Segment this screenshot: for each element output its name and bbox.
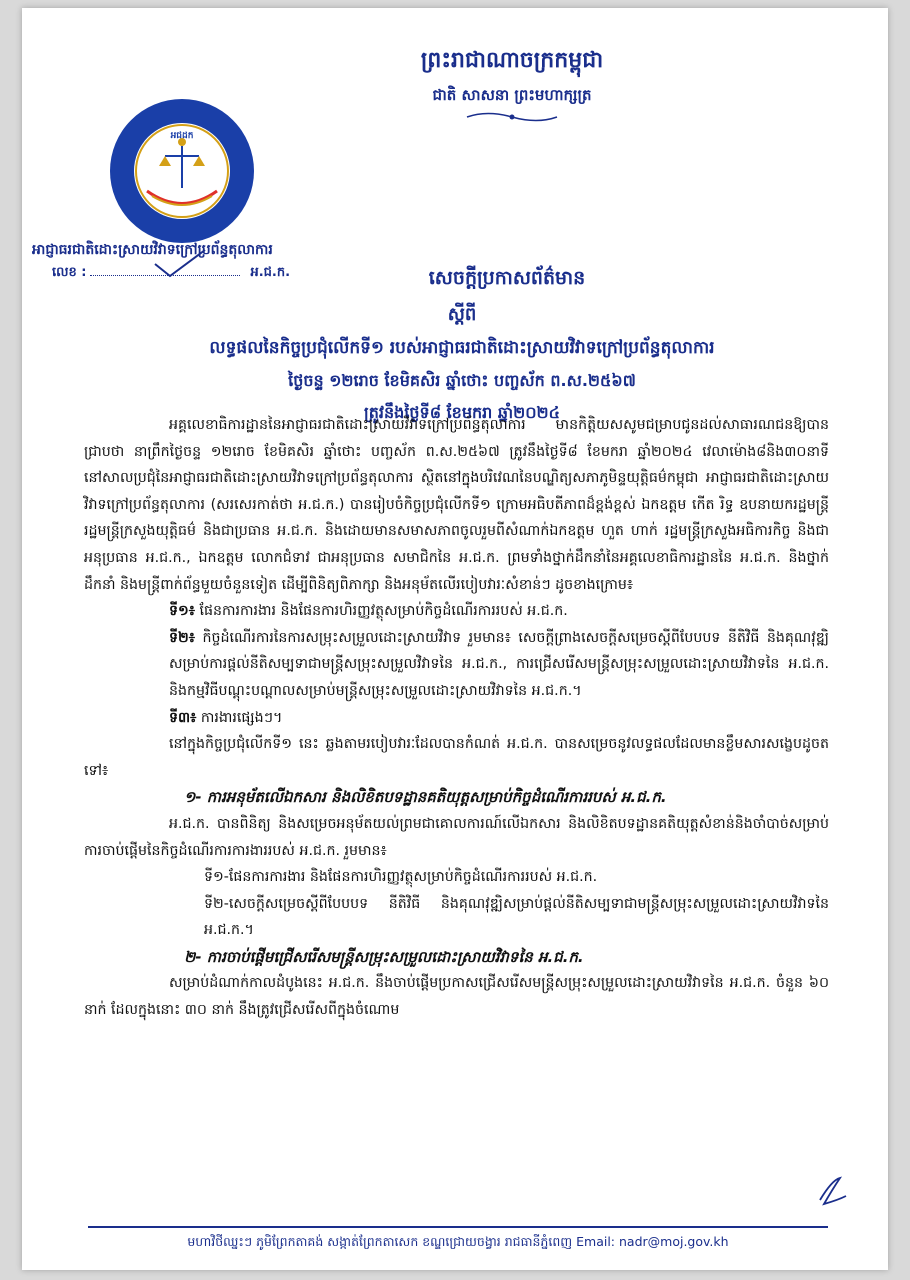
section-1-subitem-2: ទី២-សេចក្តីសម្រេចស្តីពីបែបបទ នីតិវិធី និងគុណវុឌ្ឍិសម្រាប់ផ្តល់នីតិសម្បទាជាមន្ត្រីសម្រុះសម្រួលដោះស្រាយវិវាទនៃ អ.ជ.ក.។ (204, 895, 829, 939)
title-subject: លទ្ធផលនៃកិច្ចប្រជុំលើកទី១ របស់អាជ្ញាធរជាតិដោះស្រាយវិវាទក្រៅប្រព័ន្ធតុលាការ (209, 338, 715, 358)
section-heading-2: ២- ការចាប់ផ្តើមជ្រើសរើសមន្ត្រីសម្រុះសម្រួលដោះស្រាយវិវាទនៃ អ.ជ.ក. (184, 947, 584, 966)
agenda-item-1 (84, 598, 829, 625)
seal-abbr: អជដក (170, 131, 194, 141)
results-intro-paragraph: នៅក្នុងកិច្ចប្រជុំលើកទី១ នេះ ឆ្លងតាមរបៀបវារៈដែលបានកំណត់ អ.ជ.ក. បានសម្រេចនូវលទ្ធផលដែលមានខ្លឹមសារសង្ខេបដូចតទៅ៖ (84, 736, 829, 779)
footer-address: មហាវិថីឈ្នះៗ ភូមិព្រែកតាគង់ សង្កាត់ព្រែកតាសេក ខណ្ឌជ្រោយចង្វារ រាជធានីភ្នំពេញ Email: nadr@moj.gov.kh (187, 1234, 729, 1249)
reference-abbr: អ.ជ.ក. (250, 265, 291, 280)
nadr-seal-logo (107, 96, 257, 246)
title-lunar-date: ថ្ងៃចន្ទ ១២រោច ខែមិគសិរ ឆ្នាំថោះ បញ្ចស័ក ព.ស.២៥៦៧ (288, 371, 636, 390)
agenda-key: ទី១៖ (169, 603, 195, 620)
agenda-text: ផែនការការងារ និងផែនការហិរញ្ញវត្ថុសម្រាប់កិច្ចដំណើរការរបស់ អ.ជ.ក. (199, 603, 568, 620)
section-heading-1: ១- ការអនុម័តលើឯកសារ និងលិខិតបទដ្ឋានគតិយុត្តសម្រាប់កិច្ចដំណើរការរបស់ អ.ជ.ក. (184, 788, 667, 807)
authority-name: អាជ្ញាធរជាតិដោះស្រាយវិវាទក្រៅប្រព័ន្ធតុលាការ (32, 242, 273, 258)
section-2-paragraph: សម្រាប់ដំណាក់កាលដំបូងនេះ អ.ជ.ក. នឹងចាប់ផ្តើមប្រកាសជ្រើសរើសមន្ត្រីសម្រុះសម្រួលដោះស្រាយវិវាទនៃ អ.ជ.ក. ចំនួន ៦០ នាក់ ដែលក្នុងនោះ ៣០ នាក់ នឹងត្រូវជ្រើសរើសពីក្នុងចំណោម (84, 975, 829, 1019)
kingdom-heading: ព្រះរាជាណាចក្រកម្ពុជា (420, 48, 604, 73)
agenda-text: កិច្ចដំណើរការនៃការសម្រុះសម្រួលដោះស្រាយវិវាទ រួមមាន៖ សេចក្តីព្រាងសេចក្តីសម្រេចស្តីពីបែបបទ នីតិវិធី និងគុណវុឌ្ឍិសម្រាប់ការផ្តល់នីតិសម្បទាជាមន្ត្រីសម្រុះសម្រួលវិវាទនៃ អ.ជ.ក., ការជ្រើសរើសមន្ត្រីសម្រុះសម្រួលដោះស្រាយវិវាទនៃ អ.ជ.ក. និងកម្មវិធីបណ្តុះបណ្តាលសម្រាប់មន្ត្រីសម្រុះសម្រួលដោះស្រាយវិវាទនៃ អ.ជ.ក.។ (169, 629, 829, 699)
section-1-paragraph: អ.ជ.ក. បានពិនិត្យ និងសម្រេចអនុម័តយល់ព្រមជាគោលការណ៍លើឯកសារ និងលិខិតបទដ្ឋានគតិយុត្តសំខាន់និងចាំបាច់សម្រាប់ការចាប់ផ្តើមនៃកិច្ចដំណើរការការងាររបស់ អ.ជ.ក. រួមមាន៖ (84, 815, 829, 859)
intro-paragraph: អគ្គលេខាធិការដ្ឋាននៃអាជ្ញាធរជាតិដោះស្រាយវិវាទក្រៅប្រព័ន្ធតុលាការ មានកិត្តិយសសូមជម្រាបជូនដល់សាធារណជនឱ្យបានជ្រាបថា នាព្រឹកថ្ងៃចន្ទ ១២រោច ខែមិគសិរ ឆ្នាំថោះ បញ្ចស័ក ព.ស.២៥៦៧ ត្រូវនឹងថ្ងៃទី៨ ខែមករា ឆ្នាំ២០២៤ វេលាម៉ោង៨និង៣០នាទី នៅសាលប្រជុំនៃអាជ្ញាធរជាតិដោះស្រាយវិវាទក្រៅប្រព័ន្ធតុលាការ ស្ថិតនៅក្នុងបរិវេណនៃបណ្ឌិត្យសភាភូមិន្ទយុត្តិធម៌កម្ពុជា អាជ្ញាធរជាតិដោះស្រាយវិវាទក្រៅប្រព័ន្ធតុលាការ (សរសេរកាត់ថា អ.ជ.ក.) បានរៀបចំកិច្ចប្រជុំលើកទី១ ក្រោមអធិបតីភាពដ៏ខ្ពង់ខ្ពស់ ឯកឧត្តម កើត រិទ្ធ ឧបនាយករដ្ឋមន្ត្រី រដ្ឋមន្ត្រីក្រសួងយុត្តិធម៌ និងជាប្រធាន អ.ជ.ក. និងដោយមានសមាសភាពចូលរួមពីសំណាក់ឯកឧត្តម ហួត ហាក់ រដ្ឋមន្ត្រីក្រសួងអធិការកិច្ច និងជាអនុប្រធាន អ.ជ.ក., ឯកឧត្តម លោកជំទាវ ជាអនុប្រធាន សមាជិកនៃ អ.ជ.ក. ព្រមទាំងថ្នាក់ដឹកនាំនៃអគ្គលេខាធិការដ្ឋាននៃ អ.ជ.ក. និងថ្នាក់ដឹកនាំ និងមន្ត្រីពាក់ព័ន្ធមួយចំនួនទៀត ដើម្បីពិនិត្យពិភាក្សា និងអនុម័តលើរបៀបវារៈសំខាន់ៗ ដូចខាងក្រោម៖ (84, 417, 829, 593)
initial-signature (812, 1170, 852, 1210)
reference-label: លេខ : (52, 265, 87, 280)
footer-divider (88, 1226, 828, 1228)
ornament-divider (462, 110, 562, 124)
document-title-block (122, 266, 802, 426)
title-solar-date: ត្រូវនឹងថ្ងៃទី៨ ខែមករា ឆ្នាំ២០២៤ (364, 403, 560, 422)
agenda-text: ការងារផ្សេងៗ។ (200, 709, 283, 726)
document-body (84, 412, 829, 1024)
document-page (22, 8, 888, 1270)
national-motto: ជាតិ សាសនា ព្រះមហាក្សត្រ (432, 86, 592, 104)
agenda-item-3 (84, 705, 829, 732)
title-press-release: សេចក្តីប្រកាសព័ត៌មាន (428, 267, 586, 289)
agenda-item-2 (84, 625, 829, 705)
section-1-subitem-1: ទី១-ផែនការការងារ និងផែនការហិរញ្ញវត្ថុសម្រាប់កិច្ចដំណើរការរបស់ អ.ជ.ក. (204, 869, 598, 886)
agenda-key: ទី២៖ (169, 629, 195, 646)
agenda-key: ទី៣៖ (169, 709, 197, 726)
title-regarding: ស្តីពី (447, 304, 477, 325)
